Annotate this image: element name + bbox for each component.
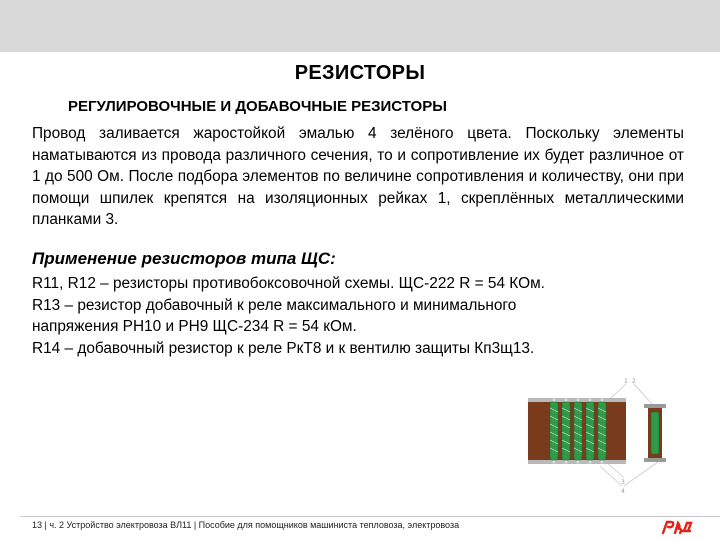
- callout-label: 4: [621, 488, 625, 495]
- list-line: R11, R12 – резисторы противобоксовочной схемы. ЩС-222 R = 54 КОм.: [32, 275, 545, 292]
- section-subtitle: РЕГУЛИРОВОЧНЫЕ И ДОБАВОЧНЫЕ РЕЗИСТОРЫ: [68, 98, 447, 115]
- footer-divider: [20, 516, 720, 517]
- slide-title: РЕЗИСТОРЫ: [294, 62, 426, 84]
- description-paragraph: Провод заливается жаростойкой эмалью 4 зелёного цвета. Поскольку элементы наматываются из провода различного сечения, то и сопротивление их будет различное от 1 до 500 Ом. После подбора элементов по величине сопротивления и количеству, они при помощи шпилек крепятся на изоляционных рейках 1, скреплённых металлическими планками 3.: [32, 125, 684, 228]
- list-line: R14 – добавочный резистор к реле РкТ8 и к вентилю защиты Кп3щ13.: [32, 339, 535, 357]
- application-heading: Применение резисторов типа ЩС:: [32, 249, 336, 268]
- header-band: [0, 0, 720, 52]
- callout-label: 1: [624, 378, 628, 385]
- callout-label: 3: [621, 479, 625, 486]
- list-line: напряжения РН10 и РН9 ЩС-234 R = 54 кОм.: [32, 318, 357, 335]
- footer-caption: 13 | ч. 2 Устройство электровоза ВЛ11 | Пособие для помощников машиниста тепловоза, электровоза: [32, 520, 460, 530]
- callout-label: 2: [632, 378, 636, 385]
- resistor-diagram: [520, 376, 680, 496]
- list-line: R13 – резистор добавочный к реле максимального и минимального: [32, 296, 517, 314]
- rzd-logo-icon: [660, 517, 694, 537]
- application-list: [32, 273, 692, 359]
